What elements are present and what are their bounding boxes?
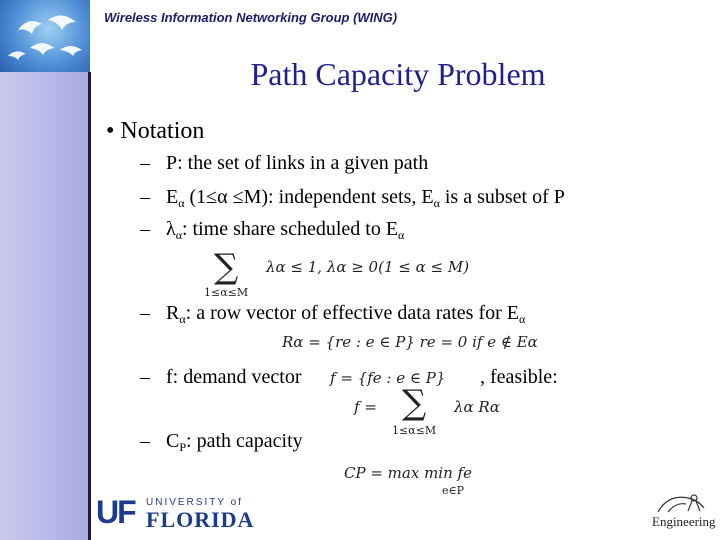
uf-university: UNIVERSITY of	[146, 497, 243, 508]
f-text: f: demand vector	[166, 366, 302, 388]
uf-florida: FLORIDA	[146, 507, 255, 532]
equation-feasible: f =	[354, 398, 377, 416]
item-f: – f: demand vector	[140, 366, 302, 388]
sum-lower-2: 1≤α≤M	[392, 424, 437, 437]
bullet-notation: • Notation	[106, 118, 205, 144]
sum-symbol-2: ∑	[402, 383, 427, 423]
item-p-text: P: the set of links in a given path	[166, 152, 429, 174]
item-e: – $E_\alpha$ (1≤α ≤M): independent sets, $E_\alpha$ is a subset of P	[140, 186, 565, 210]
capacity-lower: e∈P	[442, 484, 465, 497]
e-text: (1≤α ≤M): independent sets, E	[184, 186, 434, 208]
equation-capacity: CP = max min fe	[344, 464, 472, 482]
e-subscript: α	[178, 196, 185, 210]
c-text: : path capacity	[186, 430, 303, 452]
sum-symbol-1: ∑	[214, 247, 239, 287]
sum-lower-1: 1≤α≤M	[204, 286, 249, 299]
item-c: – $C_P$: path capacity	[140, 430, 303, 454]
r-subscript-2: α	[519, 312, 526, 326]
sidebar-edge	[88, 72, 91, 540]
equation-demand-def: f = {fe : e ∈ P}	[330, 369, 446, 387]
left-sidebar-band	[0, 72, 90, 540]
r-symbol: R	[166, 302, 180, 324]
lambda-subscript-2: α	[398, 228, 405, 242]
lambda-subscript: α	[175, 228, 182, 242]
group-name: Wireless Information Networking Group (WING)	[104, 10, 398, 25]
r-subscript: α	[179, 312, 186, 326]
item-lambda: – $\lambda_\alpha$: time share scheduled to $E_\alpha$	[140, 218, 405, 242]
equation-rate-def: Rα = {re : e ∈ P} re = 0 if e ∉ Eα	[282, 333, 538, 351]
equation-feasible-term: λα Rα	[454, 398, 500, 416]
bullet-text: Notation	[120, 118, 205, 144]
c-subscript: P	[179, 440, 187, 454]
f-feasible-label: , feasible:	[480, 366, 558, 388]
e-symbol: E	[166, 186, 179, 208]
c-symbol: C	[166, 430, 180, 452]
r-text: : a row vector of effective data rates for E	[185, 302, 519, 324]
item-p: – P: the set of links in a given path	[140, 152, 429, 174]
slide-title: Path Capacity Problem	[250, 56, 546, 92]
item-r: – $R_\alpha$: a row vector of effective data rates for $E_\alpha$	[140, 302, 526, 326]
equation-lambda-constraint: λα ≤ 1, λα ≥ 0(1 ≤ α ≤ M)	[266, 258, 470, 276]
uf-mark: UF	[96, 494, 135, 530]
lambda-text: : time share scheduled to E	[182, 218, 399, 240]
engineering-label: Engineering	[652, 514, 716, 529]
e-text-end: is a subset of P	[439, 186, 565, 208]
lambda-symbol: λ	[166, 218, 176, 240]
e-subscript-2: α	[433, 196, 440, 210]
